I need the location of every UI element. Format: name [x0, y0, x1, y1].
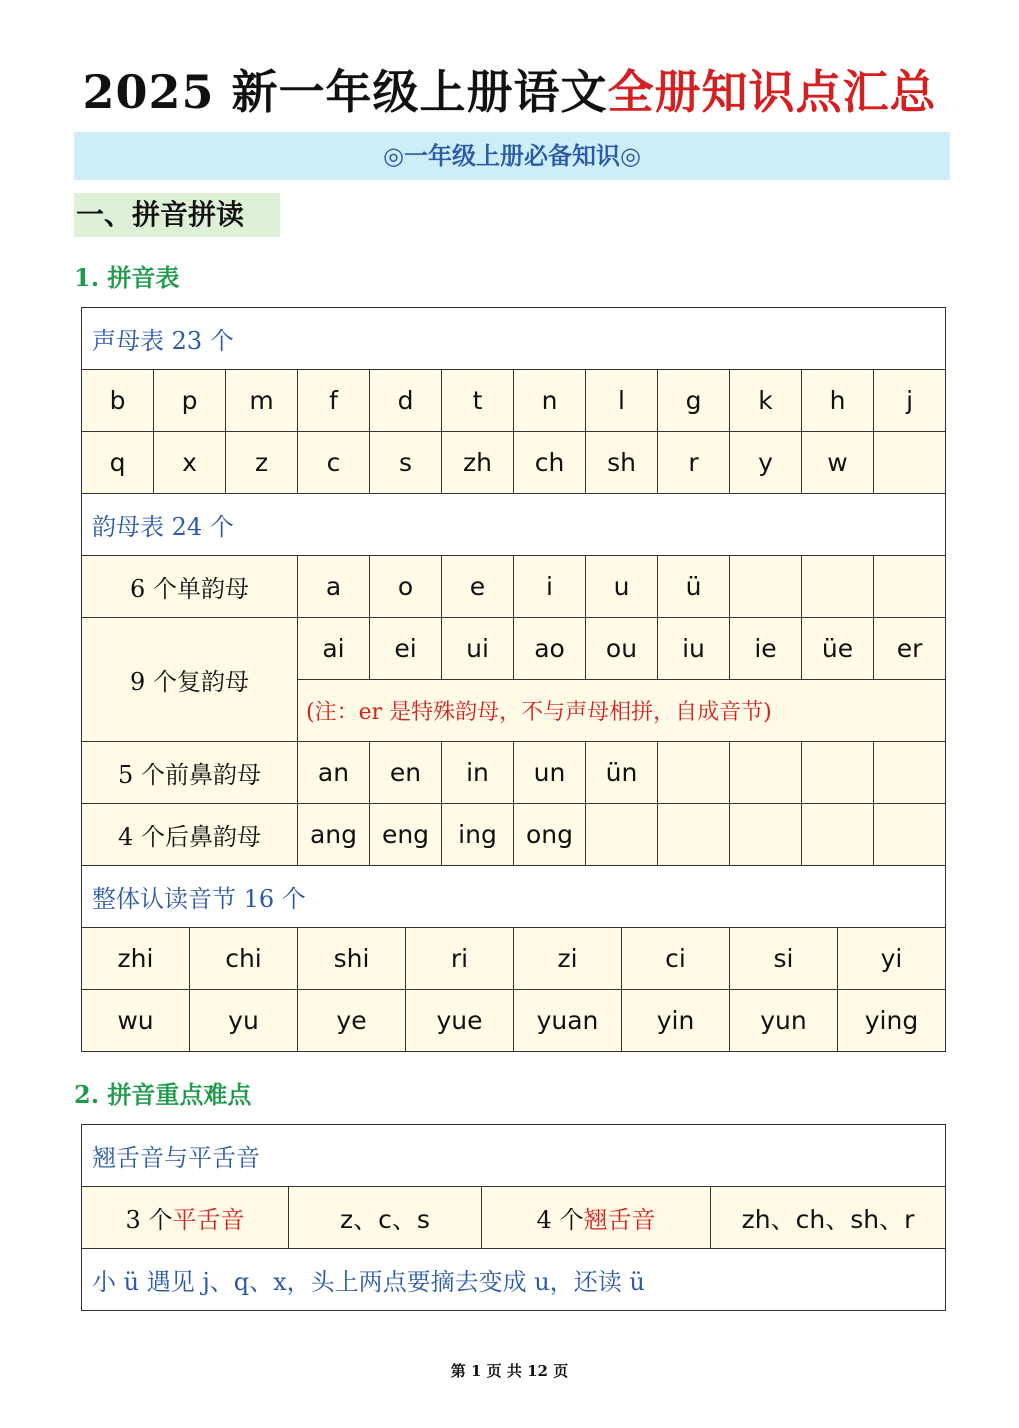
zhengti-cell: zhi [82, 928, 190, 990]
yunmu-cell [802, 804, 874, 866]
ping-label: 平舌音 [172, 1206, 245, 1234]
shengmu-cell: z [226, 432, 298, 494]
shengmu-cell: ch [514, 432, 586, 494]
subheading-pinyin-table: 1. 拼音表 [74, 263, 180, 292]
title-highlight: 全册知识点汇总 [607, 65, 937, 119]
difficulties-table [81, 1124, 946, 1311]
yunmu-cell: an [298, 742, 370, 804]
zhengti-cell: yun [730, 990, 838, 1052]
shengmu-cell: l [586, 370, 658, 432]
section-heading-pinyin: 一、拼音拼读 [74, 193, 280, 237]
zhengti-table [81, 927, 946, 1052]
fu-yunmu-label: 9 个复韵母 [82, 618, 298, 742]
shengmu-cell: g [658, 370, 730, 432]
page-footer: 第 1 页 共 12 页 [450, 1362, 569, 1380]
yunmu-cell [730, 742, 802, 804]
yunmu-cell [586, 804, 658, 866]
yunmu-cell: ai [298, 618, 370, 680]
zhengti-cell: zi [514, 928, 622, 990]
shengmu-row-2 [82, 432, 946, 494]
pinyin-table [81, 307, 946, 928]
qiao-label-cell [482, 1187, 711, 1249]
shengmu-row-1 [82, 370, 946, 432]
shengmu-cell: t [442, 370, 514, 432]
zhengti-cell: yi [838, 928, 946, 990]
tongue-header: 翘舌音与平舌音 [82, 1125, 946, 1187]
dan-yunmu-label: 6 个单韵母 [82, 556, 298, 618]
shengmu-cell: r [658, 432, 730, 494]
page-title [0, 62, 1019, 122]
yunmu-cell [874, 804, 946, 866]
fu-yunmu-row [82, 618, 946, 680]
zhengti-cell: ci [622, 928, 730, 990]
yunmu-cell: en [370, 742, 442, 804]
yunmu-cell: ie [730, 618, 802, 680]
yunmu-cell: in [442, 742, 514, 804]
yunmu-cell: iu [658, 618, 730, 680]
shengmu-cell: b [82, 370, 154, 432]
zhengti-cell: wu [82, 990, 190, 1052]
yunmu-cell: ü [658, 556, 730, 618]
dan-yunmu-row [82, 556, 946, 618]
yunmu-cell [802, 556, 874, 618]
ping-count: 3 个 [125, 1206, 173, 1234]
zhengti-cell: yue [406, 990, 514, 1052]
yunmu-cell: üe [802, 618, 874, 680]
shengmu-cell: f [298, 370, 370, 432]
zhengti-cell: yu [190, 990, 298, 1052]
yunmu-header: 韵母表 24 个 [82, 494, 946, 556]
shengmu-cell: sh [586, 432, 658, 494]
zhengti-cell: yuan [514, 990, 622, 1052]
yunmu-cell: e [442, 556, 514, 618]
zhengti-cell: si [730, 928, 838, 990]
title-main: 2025 新一年级上册语文 [82, 65, 608, 119]
hou-bi-yunmu-label: 4 个后鼻韵母 [82, 804, 298, 866]
yunmu-cell: er [874, 618, 946, 680]
shengmu-cell: s [370, 432, 442, 494]
ping-values: z、c、s [289, 1187, 482, 1249]
shengmu-cell: zh [442, 432, 514, 494]
yunmu-cell [730, 804, 802, 866]
u-umlaut-rule: 小 ü 遇见 j、q、x，头上两点要摘去变成 u，还读 ü [82, 1249, 946, 1311]
zhengti-row-2 [82, 990, 946, 1052]
yunmu-cell [658, 804, 730, 866]
yunmu-cell: ong [514, 804, 586, 866]
yunmu-cell [874, 556, 946, 618]
zhengti-header: 整体认读音节 16 个 [82, 866, 946, 928]
yunmu-cell: ün [586, 742, 658, 804]
yunmu-cell: ui [442, 618, 514, 680]
yunmu-cell: ang [298, 804, 370, 866]
shengmu-cell: p [154, 370, 226, 432]
shengmu-cell: h [802, 370, 874, 432]
subheading-pinyin-difficulties: 2. 拼音重点难点 [74, 1080, 252, 1109]
zhengti-cell: yin [622, 990, 730, 1052]
zhengti-cell: ri [406, 928, 514, 990]
section-banner: ◎一年级上册必备知识◎ [74, 132, 950, 180]
yunmu-cell: u [586, 556, 658, 618]
shengmu-cell: j [874, 370, 946, 432]
shengmu-cell: x [154, 432, 226, 494]
yunmu-cell [874, 742, 946, 804]
yunmu-cell [802, 742, 874, 804]
zhengti-cell: ye [298, 990, 406, 1052]
yunmu-cell: i [514, 556, 586, 618]
zhengti-cell: shi [298, 928, 406, 990]
yunmu-cell: un [514, 742, 586, 804]
shengmu-cell [874, 432, 946, 494]
qiao-values: zh、ch、sh、r [711, 1187, 946, 1249]
yunmu-cell: eng [370, 804, 442, 866]
hou-bi-yunmu-row [82, 804, 946, 866]
ping-label-cell [82, 1187, 289, 1249]
yunmu-cell: ei [370, 618, 442, 680]
shengmu-cell: c [298, 432, 370, 494]
shengmu-cell: m [226, 370, 298, 432]
qian-bi-yunmu-label: 5 个前鼻韵母 [82, 742, 298, 804]
er-note: (注：er 是特殊韵母，不与声母相拼，自成音节) [298, 680, 946, 742]
yunmu-cell: o [370, 556, 442, 618]
shengmu-cell: d [370, 370, 442, 432]
shengmu-header: 声母表 23 个 [82, 308, 946, 370]
shengmu-cell: k [730, 370, 802, 432]
qiao-count: 4 个 [536, 1206, 584, 1234]
shengmu-cell: n [514, 370, 586, 432]
shengmu-cell: w [802, 432, 874, 494]
yunmu-cell [730, 556, 802, 618]
yunmu-cell: ing [442, 804, 514, 866]
zhengti-cell: ying [838, 990, 946, 1052]
zhengti-row-1 [82, 928, 946, 990]
yunmu-cell: ou [586, 618, 658, 680]
yunmu-cell: ao [514, 618, 586, 680]
qiao-label: 翘舌音 [583, 1206, 656, 1234]
shengmu-cell: y [730, 432, 802, 494]
yunmu-cell: a [298, 556, 370, 618]
qian-bi-yunmu-row [82, 742, 946, 804]
shengmu-cell: q [82, 432, 154, 494]
yunmu-cell [658, 742, 730, 804]
zhengti-cell: chi [190, 928, 298, 990]
tongue-row [82, 1187, 946, 1249]
